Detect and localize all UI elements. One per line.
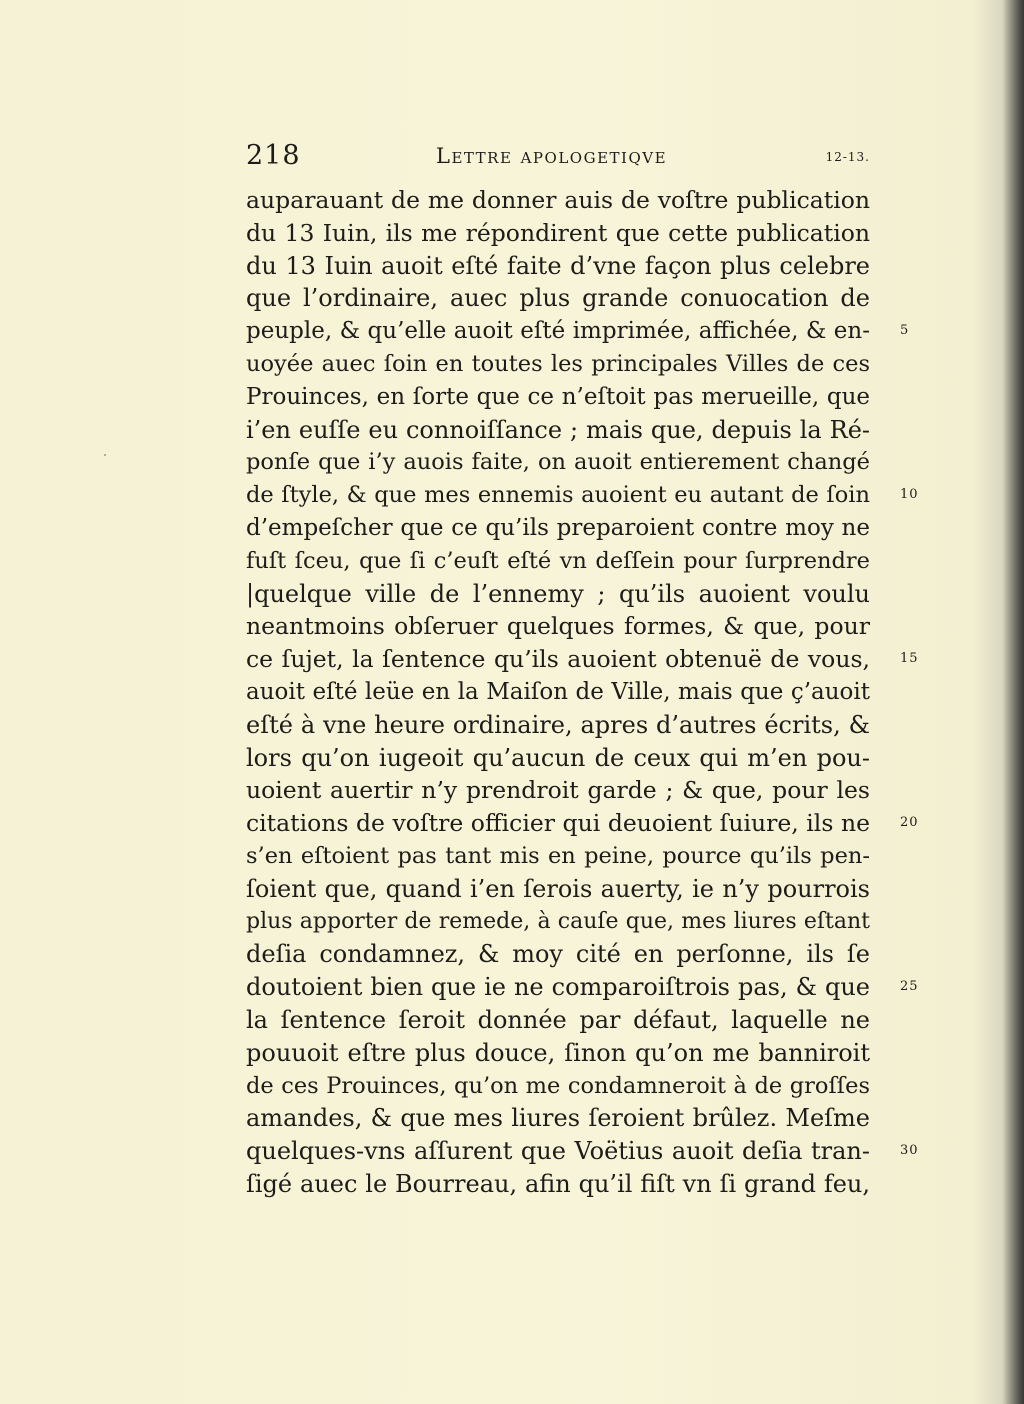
text-line: plus apporter de remede, à cauſe que, mes liures eſtant bbox=[246, 908, 870, 934]
text-line: lors qu’on iugeoit qu’aucun de ceux qui m’en pou- bbox=[246, 743, 870, 772]
text-line: auparauant de me donner auis de voſtre publication bbox=[246, 186, 870, 214]
text-line: s’en eſtoient pas tant mis en peine, pource qu’ils pen- bbox=[246, 842, 870, 869]
text-line: citations de voſtre officier qui deuoient ſuiure, ils ne bbox=[246, 809, 870, 838]
text-line: fuſt ſceu, que ſi c’euſt eſté vn deſſein pour ſurprendre bbox=[246, 547, 870, 574]
body-text bbox=[246, 184, 870, 1201]
text-line: ce ſujet, la ſentence qu’ils auoient obtenuë de vous, bbox=[246, 645, 870, 674]
text-line: ſigé auec le Bourreau, afin qu’il fiſt vn ſi grand feu, bbox=[246, 1169, 870, 1198]
margin-line-number: 30 bbox=[900, 1143, 919, 1159]
margin-line-number: 10 bbox=[900, 487, 919, 503]
text-line: deſia condamnez, & moy cité en perſonne, ils ſe bbox=[246, 940, 870, 969]
text-line: du 13 Iuin, ils me répondirent que cette publication bbox=[246, 218, 870, 247]
text-line: doutoient bien que ie ne comparoiſtrois pas, & que bbox=[246, 973, 870, 1002]
text-line: i’en euſſe eu connoiſſance ; mais que, depuis la Ré- bbox=[246, 415, 870, 444]
running-head: Lettre apologetiqve bbox=[436, 144, 668, 168]
text-line: que l’ordinaire, auec plus grande conuocation de bbox=[246, 284, 870, 313]
text-line: uoient auertir n’y prendroit garde ; & que, pour les bbox=[246, 776, 870, 805]
paper-speck bbox=[104, 454, 106, 456]
text-line: peuple, & qu’elle auoit eſté imprimée, affichée, & en- bbox=[246, 318, 870, 345]
text-line: quelques-vns aſſurent que Voëtius auoit deſia tran- bbox=[246, 1137, 870, 1166]
text-line: de ſtyle, & que mes ennemis auoient eu autant de ſoin bbox=[246, 482, 870, 509]
margin-line-number: 25 bbox=[900, 979, 919, 995]
text-line: |quelque ville de l’ennemy ; qu’ils auoient voulu bbox=[246, 579, 870, 608]
text-line: uoyée auec ſoin en toutes les principales Villes de ces bbox=[246, 350, 870, 377]
text-line: la ſentence ſeroit donnée par défaut, laquelle ne bbox=[246, 1005, 870, 1034]
margin-line-number: 15 bbox=[900, 651, 919, 667]
margin-line-number: 5 bbox=[900, 323, 910, 339]
text-line: auoit eſté leüe en la Maiſon de Ville, mais que ç’auoit bbox=[246, 678, 870, 705]
page-number: 218 bbox=[246, 140, 301, 171]
text-line: de ces Prouinces, qu’on me condamneroit à de groſſes bbox=[246, 1072, 870, 1099]
section-reference: 12-13. bbox=[825, 150, 870, 164]
text-line: neantmoins obſeruer quelques formes, & que, pour bbox=[246, 612, 870, 641]
text-line: ponſe que i’y auois faite, on auoit entierement changé bbox=[246, 449, 870, 476]
text-line: ſoient que, quand i’en ſerois auerty, ie n’y pourrois bbox=[246, 874, 870, 903]
text-line: d’empeſcher que ce qu’ils preparoient contre moy ne bbox=[246, 514, 870, 541]
text-line: amandes, & que mes liures ſeroient brûlez. Meſme bbox=[246, 1104, 870, 1133]
binding-shadow bbox=[1002, 0, 1024, 1404]
text-line: eſté à vne heure ordinaire, apres d’autres écrits, & bbox=[246, 710, 870, 739]
text-line: pouuoit eſtre plus douce, ſinon qu’on me banniroit bbox=[246, 1038, 870, 1067]
text-line: du 13 Iuin auoit eſté faite d’vne façon plus celebre bbox=[246, 251, 870, 280]
page-header bbox=[246, 140, 870, 176]
margin-line-number: 20 bbox=[900, 815, 919, 831]
text-line: Prouinces, en ſorte que ce n’eſtoit pas merueille, que bbox=[246, 383, 870, 410]
